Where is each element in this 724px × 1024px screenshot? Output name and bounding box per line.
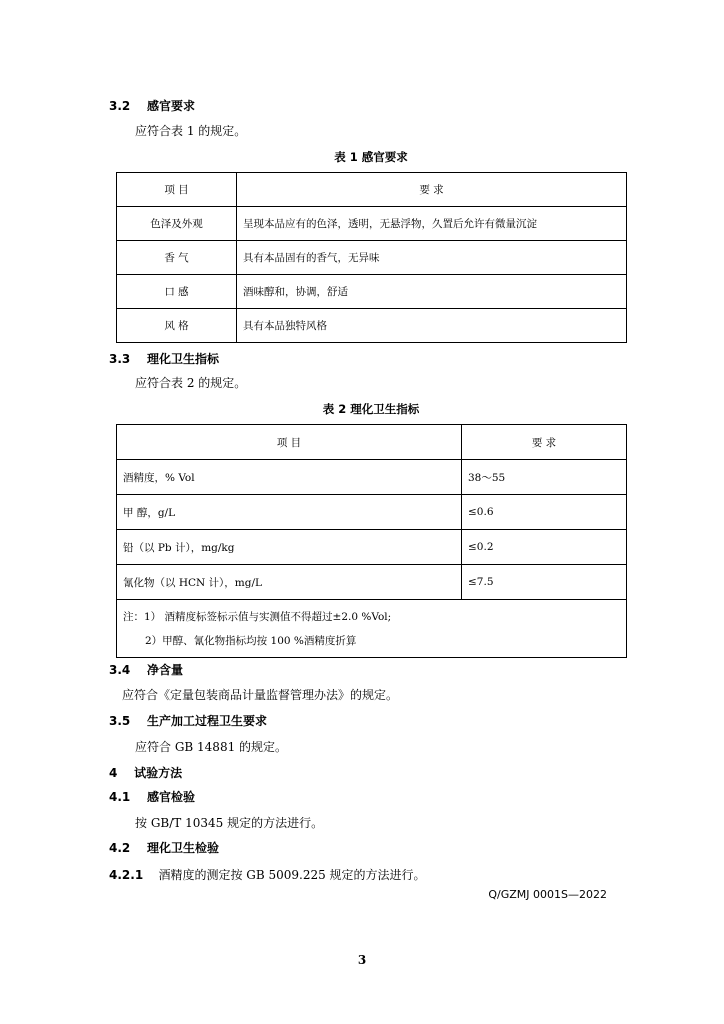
table-header-cell: 项 目 — [117, 173, 237, 207]
section-number: 4.2.1 — [109, 868, 144, 882]
table-cell: ≤0.2 — [462, 530, 627, 565]
table-cell: 铅（以 Pb 计），mg/kg — [117, 530, 462, 565]
table-cell: 甲 醇，g/L — [117, 495, 462, 530]
table-cell: 风 格 — [117, 309, 237, 343]
table-cell: 具有本品独特风格 — [237, 309, 627, 343]
section-number: 4.1 — [109, 790, 131, 804]
section-3-4-text: 应符合《定量包装商品计量监督管理办法》的规定。 — [122, 688, 399, 702]
page-number: 3 — [357, 953, 367, 967]
table-cell: 香 气 — [117, 241, 237, 275]
section-4-heading — [109, 764, 182, 781]
table-header-cell: 要 求 — [237, 173, 627, 207]
section-3-2-heading — [109, 97, 195, 114]
section-3-3-heading — [109, 350, 219, 367]
section-4-2-1-text: 酒精度的测定按 GB 5009.225 规定的方法进行。 — [158, 868, 426, 882]
table-notes-cell — [117, 600, 627, 658]
section-3-3-text: 应符合表 2 的规定。 — [135, 376, 247, 390]
table-note: 2）甲醇、氰化物指标均按 100 %酒精度折算 — [145, 634, 357, 647]
table-row — [117, 309, 627, 343]
table-note: 注：1） 酒精度标签标示值与实测值不得超过±2.0 %Vol; — [123, 610, 392, 623]
table-row — [117, 530, 627, 565]
table-header-row — [117, 173, 627, 207]
section-title: 感官检验 — [146, 790, 195, 804]
section-title: 理化卫生检验 — [146, 841, 219, 855]
table-cell: 酒味醇和，协调，舒适 — [237, 275, 627, 309]
section-number: 4.2 — [109, 841, 131, 855]
table-row — [117, 241, 627, 275]
section-4-1-heading — [109, 788, 195, 805]
table-cell: 口 感 — [117, 275, 237, 309]
table-cell: 酒精度，% Vol — [117, 460, 462, 495]
table-row — [117, 565, 627, 600]
table-header-cell: 要 求 — [462, 425, 627, 460]
section-3-4-heading — [109, 661, 183, 678]
table-notes-row — [117, 600, 627, 658]
table-row — [117, 207, 627, 241]
table-row — [117, 460, 627, 495]
document-code: Q/GZMJ 0001S—2022 — [488, 888, 607, 901]
section-title: 试验方法 — [134, 766, 183, 780]
section-title: 生产加工过程卫生要求 — [146, 714, 267, 728]
table-header-row — [117, 425, 627, 460]
table-header-cell: 项 目 — [117, 425, 462, 460]
section-3-5-text: 应符合 GB 14881 的规定。 — [135, 740, 288, 754]
section-3-5-heading — [109, 712, 267, 729]
section-title: 感官要求 — [146, 99, 195, 113]
section-3-2-text: 应符合表 1 的规定。 — [135, 124, 247, 138]
table-1-caption: 表 1 感官要求 — [334, 150, 408, 164]
table-cell: 呈现本品应有的色泽，透明，无悬浮物，久置后允许有微量沉淀 — [237, 207, 627, 241]
section-4-1-text: 按 GB/T 10345 规定的方法进行。 — [135, 816, 324, 830]
section-number: 3.3 — [109, 352, 131, 366]
section-number: 3.5 — [109, 714, 131, 728]
section-4-2-heading — [109, 839, 219, 856]
section-title: 理化卫生指标 — [146, 352, 219, 366]
table-2-caption: 表 2 理化卫生指标 — [322, 402, 420, 416]
table-cell: 具有本品固有的香气，无异味 — [237, 241, 627, 275]
table-row — [117, 495, 627, 530]
table-2 — [116, 424, 627, 658]
section-4-2-1-line — [109, 864, 426, 883]
table-1 — [116, 172, 627, 343]
table-cell: ≤0.6 — [462, 495, 627, 530]
section-number: 3.2 — [109, 99, 131, 113]
section-title: 净含量 — [146, 663, 183, 677]
section-number: 3.4 — [109, 663, 131, 677]
table-row — [117, 275, 627, 309]
table-cell: 色泽及外观 — [117, 207, 237, 241]
section-number: 4 — [109, 766, 118, 780]
table-cell: 氰化物（以 HCN 计），mg/L — [117, 565, 462, 600]
table-cell: 38～55 — [462, 460, 627, 495]
table-cell: ≤7.5 — [462, 565, 627, 600]
